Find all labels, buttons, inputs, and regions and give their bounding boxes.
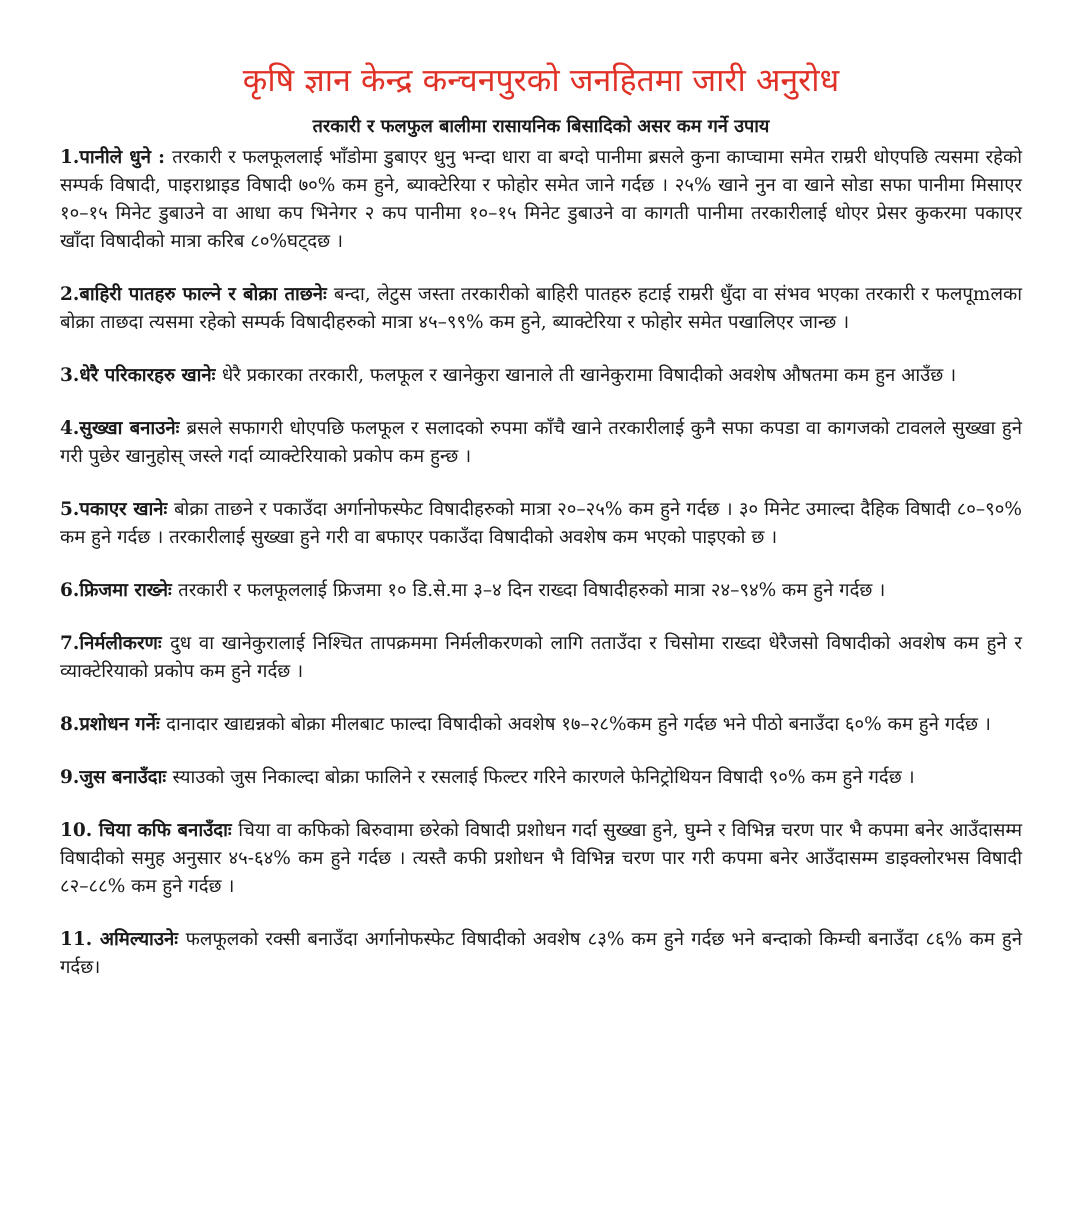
item-label: 8.प्रशोधन गर्नेः xyxy=(60,714,167,735)
list-item-10 xyxy=(60,817,1022,901)
item-label: 11. अमिल्याउनेः xyxy=(60,929,186,950)
document-title: कृषि ज्ञान केन्द्र कन्चनपुरको जनहितमा जारी अनुरोध xyxy=(242,61,840,99)
item-text: दानादार खाद्यन्नको बोक्रा मीलबाट फाल्दा विषादीको अवशेष १७–२८%कम हुने गर्दछ भने पीठो बनाउँदा ६०% कम हुने गर्दछ । xyxy=(166,714,991,735)
item-text: धेरै प्रकारका तरकारी, फलफूल र खानेकुरा खानाले ती खानेकुरामा विषादीको अवशेष औषतमा कम हुन आउँछ । xyxy=(221,365,957,386)
item-label: 4.सुख्खा बनाउनेः xyxy=(60,418,187,439)
item-label: 6.फ्रिजमा राख्नेः xyxy=(60,580,179,601)
document-subtitle: तरकारी र फलफुल बालीमा रासायनिक बिसादिको असर कम गर्ने उपाय xyxy=(312,116,770,137)
item-label: 1.पानीले धुने : xyxy=(60,147,173,168)
item-text: चिया वा कफिको बिरुवामा छरेको विषादी प्रशोधन गर्दा सुख्खा हुने, घुम्ने र विभिन्न चरण पार भै कपमा बनेर आउँदासम्म विषादीको समुह अनुसार ४५-६४% कम हुने गर्दछ । त्यस्तै कफी प्रशोधन भै विभिन्न चरण पार गरी कपमा बनेर आउँदासम्म डाइक्लोरभस विषादी ८२–८८% कम हुने गर्दछ । xyxy=(60,820,1023,897)
list-item-11 xyxy=(60,926,1022,982)
item-label: 5.पकाएर खानेः xyxy=(60,499,174,520)
item-text: तरकारी र फलफूललाई फ्रिजमा १० डि.से.मा ३–४ दिन राख्दा विषादीहरुको मात्रा २४–९४% कम हुने गर्दछ । xyxy=(178,580,886,601)
item-label: 9.जुस बनाउँदाः xyxy=(60,767,173,788)
list-item-9 xyxy=(60,764,1022,792)
item-text: दुध वा खानेकुरालाई निश्चित तापक्रममा निर्मलीकरणको लागि तताउँदा र चिसोमा राख्दा धेरैजसो विषादीको अवशेष कम हुने र व्याक्टेरियाको प्रकोप कम हुने गर्दछ । xyxy=(60,633,1022,682)
list-item-3 xyxy=(60,362,1022,390)
list-item-5 xyxy=(60,496,1022,552)
item-label: 10. चिया कफि बनाउँदाः xyxy=(60,820,239,841)
item-text: तरकारी र फलफूललाई भाँडोमा डुबाएर धुनु भन्दा धारा वा बग्दो पानीमा ब्रसले कुना काप्चामा समेत राम्ररी धोएपछि त्यसमा रहेको सम्पर्क विषादी, पाइराथ्राइड विषादी ७०% कम हुने, ब्याक्टेरिया र फोहोर समेत जाने गर्दछ । २५% खाने नुन वा खाने सोडा सफा पानीमा मिसाएर १०–१५ मिनेट डुबाउने वा आधा कप भिनेगर २ कप पानीमा १०–१५ मिनेट डुबाउने वा कागती पानीमा तरकारीलाई धोएर प्रेसर कुकरमा पकाएर खाँदा विषादीको मात्रा करिब ८०%घट्दछ । xyxy=(60,147,1022,252)
item-text: बोक्रा ताछने र पकाउँदा अर्गानोफस्फेट विषादीहरुको मात्रा २०–२५% कम हुने गर्दछ । ३० मिनेट उमाल्दा दैहिक विषादी ८०–९०% कम हुने गर्दछ । तरकारीलाई सुख्खा हुने गरी वा बफाएर पकाउँदा विषादीको अवशेष कम भएको पाइएको छ । xyxy=(60,499,1022,548)
list-item-1 xyxy=(60,144,1022,256)
item-text: बन्दा, लेटुस जस्ता तरकारीको बाहिरी पातहरु हटाई राम्ररी धुँदा वा संभव भएका तरकारी र फलपूmलका बोक्रा ताछदा त्यसमा रहेको सम्पर्क विषादीहरुको मात्रा ४५–९९% कम हुने, ब्याक्टेरिया र फोहोर समेत पखालिएर जान्छ । xyxy=(60,284,1022,333)
list-item-7 xyxy=(60,630,1022,686)
item-text: ब्रसले सफागरी धोएपछि फलफूल र सलादको रुपमा काँचै खाने तरकारीलाई कुनै सफा कपडा वा कागजको टावलले सुख्खा हुने गरी पुछेर खानुहोस् जस्ले गर्दा व्याक्टेरियाको प्रकोप कम हुन्छ । xyxy=(60,418,1022,467)
item-text: फलफूलको रक्सी बनाउँदा अर्गानोफस्फेट विषादीको अवशेष ८३% कम हुने गर्दछ भने बन्दाको किम्ची बनाउँदा ८६% कम हुने गर्दछ। xyxy=(60,929,1022,978)
list-item-4 xyxy=(60,415,1022,471)
item-label: 7.निर्मलीकरणः xyxy=(60,633,170,654)
item-text: स्याउको जुस निकाल्दा बोक्रा फालिने र रसलाई फिल्टर गरिने कारणले फेनिट्रोथियन विषादी ९०% कम हुने गर्दछ । xyxy=(172,767,915,788)
list-item-6 xyxy=(60,577,1022,605)
item-label: 3.धेरै परिकारहरु खानेः xyxy=(60,365,222,386)
item-label: 2.बाहिरी पातहरु फाल्ने र बोक्रा ताछनेः xyxy=(60,284,334,305)
list-item-8 xyxy=(60,711,1022,739)
list-item-2 xyxy=(60,281,1022,337)
